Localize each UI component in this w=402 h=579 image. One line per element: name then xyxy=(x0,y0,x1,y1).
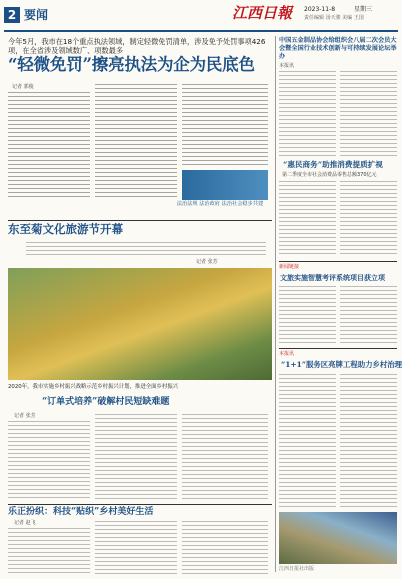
story-a-intro xyxy=(26,242,266,256)
right-divider-1 xyxy=(279,261,397,262)
story-b-byline: 记者 张芳 xyxy=(14,413,36,419)
right-subhead-2: 第二季度全市社会消费品零售总额370亿元 xyxy=(282,172,377,178)
story-a-byline: 记者 张芳 xyxy=(196,259,218,265)
lead-banner-text: 法治法规 法治政府 法治社会稳步共建 xyxy=(176,201,264,207)
right-block-3-col-1 xyxy=(279,286,336,344)
right-kicker-4: 本报讯 xyxy=(279,351,295,357)
right-block-2-col-1 xyxy=(279,181,336,257)
story-b-headline: “订单式培养”破解村民短缺难题 xyxy=(42,397,170,407)
story-b-col-2 xyxy=(95,414,177,501)
lead-banner-photo xyxy=(182,170,268,200)
story-c-col-2 xyxy=(95,521,177,574)
right-block-2-col-2 xyxy=(340,181,397,257)
page-number-badge: 2 xyxy=(4,7,20,23)
right-block-4-col-1 xyxy=(279,374,336,508)
section-title: 要闻 xyxy=(24,8,49,22)
lead-col-2 xyxy=(95,84,177,198)
right-block-1-col-2 xyxy=(340,71,397,157)
lead-col-1 xyxy=(8,92,90,198)
divider-1 xyxy=(8,220,272,221)
story-c-headline: 乐正扮织：科技“贴织”乡村美好生活 xyxy=(8,507,154,517)
right-headline-2: “惠民商务”助推消费提质扩视 xyxy=(283,160,383,169)
story-c-col-3 xyxy=(182,521,268,574)
header-date: 2023-11-8 xyxy=(304,6,336,13)
header-weekday: 星期三 xyxy=(354,6,373,13)
right-ad-photo xyxy=(279,512,397,564)
story-c-col-1 xyxy=(8,528,90,574)
lead-headline: “轻微免罚”擦亮执法为企为民底色 xyxy=(8,55,255,74)
story-a-photo xyxy=(8,268,272,380)
right-divider-2 xyxy=(279,348,397,349)
right-kicker-3: 新闻链接 xyxy=(279,264,300,270)
right-footer: 江西日报社出版 xyxy=(279,566,315,572)
right-byline-1: 本报讯 xyxy=(279,63,295,69)
column-divider xyxy=(275,36,276,572)
header-info: 责任编辑 汤天骏 美编 王国 xyxy=(304,15,364,21)
story-c-byline: 记者 赵飞 xyxy=(14,520,36,526)
right-block-1-col-1 xyxy=(279,71,336,157)
divider-2 xyxy=(8,504,272,505)
lead-intro: 今年5月，我市在18个重点执法领域，制定轻微免罚清单，涉及免予处罚事项426项，在全省涉及领域数广、项数最多 xyxy=(8,37,266,55)
page-header xyxy=(4,4,398,30)
masthead-logo: 江西日報 xyxy=(232,4,293,22)
story-a-headline: 东至菊文化旅游节开幕 xyxy=(8,222,123,236)
story-b-col-1 xyxy=(8,421,90,501)
right-headline-3: 文旅实施智慧考评系统项目获立项 xyxy=(280,273,385,282)
header-rule xyxy=(4,30,398,32)
lead-byline: 记者 郭俊 xyxy=(12,84,34,90)
right-block-3-col-2 xyxy=(340,286,397,344)
lead-col-3 xyxy=(182,84,268,168)
right-headline-4: “1+1”服务区亮牌工程助力乡村治理 xyxy=(281,360,402,369)
story-a-caption: 2020年，我市实施乡村振兴战略示范乡村振兴计划，推进全面乡村振兴 xyxy=(8,384,179,390)
right-headline-1: 中国五金制品协会给组织会八届二次会员大会暨全国行业技术创新与可持续发展论坛举办 xyxy=(279,37,397,60)
story-b-col-3 xyxy=(182,414,268,501)
right-block-4-col-2 xyxy=(340,374,397,508)
